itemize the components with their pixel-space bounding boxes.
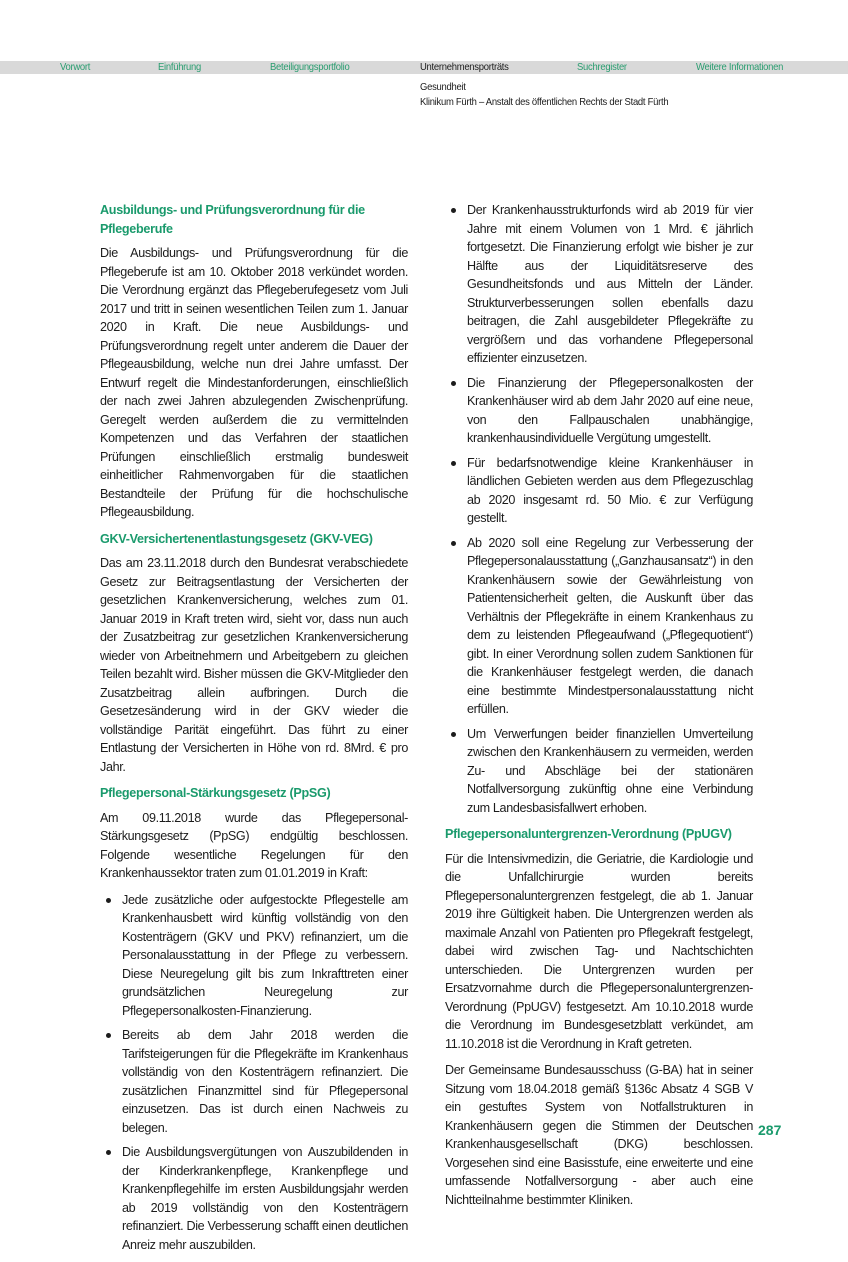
list-item — [100, 1026, 408, 1137]
bullet-icon — [106, 1150, 111, 1155]
list-item-text: Ab 2020 soll eine Regelung zur Verbesserung der Pflegepersonalausstattung („Ganzhausansatz“) in den Krankenhäusern sowie der Gewährleistung von Patientensicherheit gelten, die Auskunft über das Verhältnis der Pflegekräfte in einem Krankenhaus zu dem zu leistenden Pflegeaufwand („Pflegequotient“) gibt. In einer Verordnung sollen zudem Sanktionen für die Krankenhäuser festgelegt werden, die danach eine bestimmte Mindestpersonalausstattung nicht erfüllen. — [467, 535, 753, 716]
bullet-icon — [451, 461, 456, 466]
bullet-icon — [451, 541, 456, 546]
nav-item-suchregister[interactable]: Suchregister — [577, 61, 627, 73]
list-item — [100, 891, 408, 1021]
list-item — [100, 1143, 408, 1254]
list-item-text: Die Finanzierung der Pflegepersonalkosten der Krankenhäuser wird ab dem Jahr 2020 auf eine neue, von den Fallpauschalen unabhängige, krankenhausindividuelle Vergütung umgestellt. — [467, 375, 753, 445]
list-item-text: Für bedarfsnotwendige kleine Krankenhäuser in ländlichen Gebieten werden aus dem Pflegezuschlag ab 2020 insgesamt rd. 50 Mio. € zur Verfügung gestellt. — [467, 455, 753, 525]
right-column — [445, 201, 753, 1217]
page-number: 287 — [758, 1122, 782, 1138]
paragraph-gkv-veg: Das am 23.11.2018 durch den Bundesrat verabschiedete Gesetz zur Beitragsentlastung der Versicherten der gesetzlichen Krankenversicherung, welches zum 01. Januar 2019 in Kraft treten wird, sieht vor, dass nun auch der Zusatzbeitrag zur gesetzlichen Krankenversicherung wieder von Arbeitnehmern und Arbeitgebern zu gleichen Teilen bezahlt wird. Bisher müssen die GKV-Mitglieder den Zusatzbeitrag allein aufbringen. Durch die Gesetzesänderung wird in der GKV wieder die vollständige Parität eingeführt. Das führt zu einer Entlastung der Versicherten in Höhe von rd. 8Mrd. € pro Jahr. — [100, 556, 408, 774]
paragraph-ppugv-2: Der Gemeinsame Bundesausschuss (G-BA) hat in seiner Sitzung vom 18.04.2018 gemäß §136c Absatz 4 SGB V ein gestuftes System von Notfallstrukturen in Krankenhäusern gegen die Stimmen der Deutschen Krankenhausgesellschaft (DKG) beschlossen. Vorgesehen sind eine Basisstufe, eine erweiterte und eine umfassende Notfallversorgung - aber auch eine Nichtteilnahme bestimmter Kliniken. — [445, 1063, 753, 1207]
nav-item-einfuehrung[interactable]: Einführung — [158, 61, 202, 73]
bullet-icon — [451, 381, 456, 386]
breadcrumb-entity: Klinikum Fürth – Anstalt des öffentlichen Rechts der Stadt Fürth — [420, 96, 669, 108]
section-navigation-bar — [0, 61, 848, 74]
section-heading-ppugv: Pflegepersonaluntergrenzen-Verordnung (PpUGV) — [445, 827, 732, 841]
paragraph-ppugv-1: Für die Intensivmedizin, die Geriatrie, die Kardiologie und die Unfallchirurgie wurden bereits Pflegepersonaluntergrenzen festgelegt, die ab 1. Januar 2019 ihre Gültigkeit haben. Die Untergrenzen werden als maximale Anzahl von Patienten pro Pflegekraft festgelegt, dabei wird zwischen Tag- und Nachtschichten unterschieden. Die Untergrenzen wurden per Ersatzvornahme durch die Pflegepersonaluntergrenzen-Verordnung (PpUGV) festgesetzt. Am 10.10.2018 wurde die Verordnung im Bundesgesetzblatt verkündet, am 11.10.2018 ist die Verordnung in Kraft getreten. — [445, 851, 753, 1051]
list-item-text: Die Ausbildungsvergütungen von Auszubildenden in der Kinderkrankenpflege, Krankenpflege und Krankenpflegehilfe im ersten Ausbildungsjahr werden ab 2019 vollständig von den Kostenträgern refinanziert. Die Verbesserung schafft einen deutlichen Anreiz mehr auszubilden. — [122, 1145, 408, 1252]
list-item-text: Um Verwerfungen beider finanziellen Umverteilung zwischen den Krankenhäusern zu vermeiden, werden Zu- und Abschläge bei der stationären Notfallversorgung zukünftig ohne eine Verbindung zum Landesbasisfallwert erhoben. — [467, 726, 753, 815]
list-item — [445, 454, 753, 528]
left-column — [100, 201, 408, 1262]
list-item-text: Bereits ab dem Jahr 2018 werden die Tarifsteigerungen für die Pflegekräfte im Krankenhaus vollständig von den Kostenträgern refinanziert. Die zusätzlichen Finanzmittel sind für Pflegepersonal einzusetzen. Das ist durch einen Nachweis zu belegen. — [122, 1028, 408, 1135]
nav-item-vorwort[interactable]: Vorwort — [60, 61, 91, 73]
list-item-text: Der Krankenhausstrukturfonds wird ab 2019 für vier Jahre mit einem Volumen von 1 Mrd. € jährlich fortgesetzt. Die Finanzierung erfolgt wie bisher je zur Hälfte aus der Liquiditätsreserve des Gesundheitsfonds und aus Mitteln der Länder. Strukturverbesserungen sollen ebenfalls dazu beitragen, die Zahl ausgebildeter Pflegekräfte zu vergrößern und das vorhandene Pflegepersonal effizienter einzusetzen. — [467, 203, 753, 365]
nav-item-unternehmensportraets[interactable]: Unternehmensporträts — [420, 61, 509, 73]
paragraph-apv: Die Ausbildungs- und Prüfungsverordnung für die Pflegeberufe ist am 10. Oktober 2018 verkündet worden. Die Verordnung ergänzt das Pflegeberufegesetz vom Juli 2017 und tritt in seinen wesentlichen Teilen zum 1. Januar 2020 in Kraft. Die neue Ausbildungs- und Prüfungsverordnung regelt unter anderem die Dauer der Pflegeausbildung, welche nun drei Jahre umfasst. Der Entwurf regelt die Mindestanforderungen, einschließlich der nach zwei Jahren abzulegenden Zwischenprüfung. Geregelt werden außerdem die zu vermittelnden Kompetenzen und das Verfahren der staatlichen Prüfungen einschließlich erstmalig bundesweit einheitlicher Rahmenvorgaben für die staatlichen Bestandteile der Prüfung für die hochschulische Pflegeausbildung. — [100, 246, 408, 519]
list-item-text: Jede zusätzliche oder aufgestockte Pflegestelle am Krankenhausbett wird künftig vollständig von den Kostenträgern (GKV und PKV) refinanziert, um die Personalausstattung in der Pflege zu verbessern. Diese Neuregelung gilt bis zum Inkrafttreten einer grundsätzlichen Neuregelung zur Pflegepersonalkosten-Finanzierung. — [122, 892, 408, 1018]
bullet-icon — [106, 898, 111, 903]
section-heading-apv: Ausbildungs- und Prüfungsverordnung für die Pflegeberufe — [100, 203, 365, 236]
nav-item-beteiligungsportfolio[interactable]: Beteiligungsportfolio — [270, 61, 350, 73]
list-item — [445, 374, 753, 448]
section-heading-ppsg: Pflegepersonal-Stärkungsgesetz (PpSG) — [100, 786, 331, 800]
nav-item-weitere-informationen[interactable]: Weitere Informationen — [696, 61, 784, 73]
bullet-icon — [451, 732, 456, 737]
ppsg-bullet-list-left — [100, 891, 408, 1255]
list-item — [445, 201, 753, 368]
section-heading-gkv-veg: GKV-Versichertenentlastungsgesetz (GKV-VEG) — [100, 531, 373, 546]
list-item — [445, 534, 753, 719]
list-item — [445, 725, 753, 818]
paragraph-ppsg-intro: Am 09.11.2018 wurde das Pflegepersonal-Stärkungsgesetz (PpSG) endgültig beschlossen. Folgende wesentliche Regelungen für den Krankenhaussektor traten zum 01.01.2019 in Kraft: — [100, 810, 408, 880]
ppsg-bullet-list-right — [445, 201, 753, 817]
bullet-icon — [451, 208, 456, 213]
bullet-icon — [106, 1033, 111, 1038]
breadcrumb-category: Gesundheit — [420, 81, 466, 93]
